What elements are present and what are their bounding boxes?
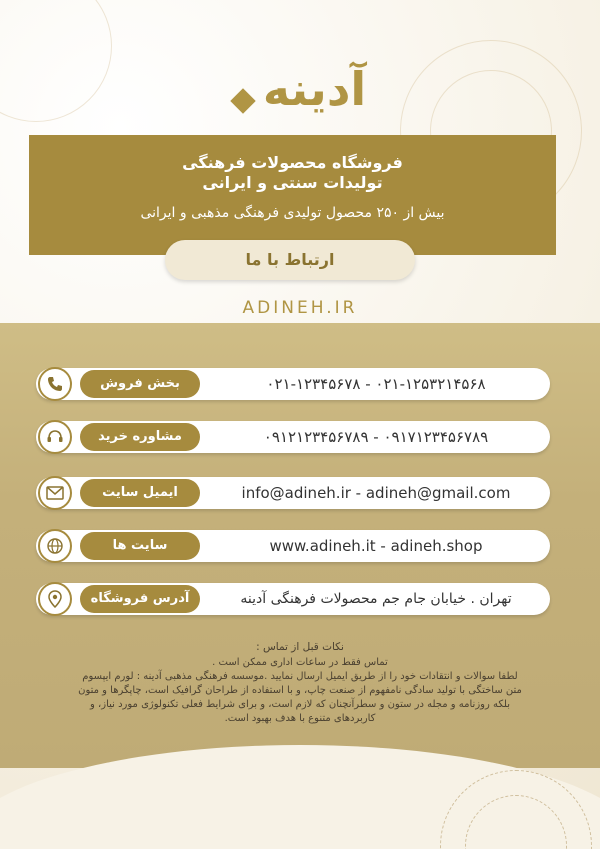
diamond-icon <box>230 88 255 113</box>
row-label: مشاوره خرید <box>80 423 200 451</box>
banner-title-line1: فروشگاه محصولات فرهنگی <box>182 153 403 172</box>
header-banner <box>29 135 556 255</box>
notes-line: لطفا سوالات و انتقادات خود را از طریق ایمیل ارسال نمایید .موسسه فرهنگی مذهبی آدینه : لورم ایپسوم <box>82 671 518 682</box>
notes-section <box>40 640 560 726</box>
globe-icon <box>38 529 72 563</box>
notes-title: نکات قبل از تماس : <box>256 641 344 653</box>
banner-subtitle: بیش از ۲۵۰ محصول تولیدی فرهنگی مذهبی و ایرانی <box>140 205 445 221</box>
address-value: تهران . خیابان جام جم محصولات فرهنگی آدینه <box>240 591 512 607</box>
row-websites <box>36 530 550 562</box>
brand-logo <box>0 62 600 116</box>
row-label: آدرس فروشگاه <box>80 585 200 613</box>
headset-icon <box>38 420 72 454</box>
email-value[interactable]: info@adineh.ir - adineh@gmail.com <box>241 484 511 502</box>
row-email <box>36 477 550 509</box>
notes-line: بلکه روزنامه و مجله در ستون و سطرآنچنان که لازم است، و برای شرایط فعلی تکنولوژی مورد نیاز، و <box>90 699 510 710</box>
websites-value[interactable]: www.adineh.it - adineh.shop <box>269 537 483 555</box>
mail-icon <box>38 476 72 510</box>
notes-line: کاربردهای متنوع با هدف بهبود است. <box>224 713 376 724</box>
location-pin-icon <box>38 582 72 616</box>
row-consulting <box>36 421 550 453</box>
consulting-phone-value[interactable]: ۰۹۱۲۱۲۳۴۵۶۷۸۹ - ۰۹۱۷۱۲۳۴۵۶۷۸۹ <box>263 428 489 446</box>
phone-icon <box>38 367 72 401</box>
sales-phone-value[interactable]: ۰۲۱-۱۲۳۴۵۶۷۸ - ۰۲۱-۱۲۵۳۲۱۴۵۶۸ <box>266 375 486 393</box>
banner-title-line2: تولیدات سنتی و ایرانی <box>202 173 383 192</box>
website-domain[interactable]: ADINEH.IR <box>242 298 358 318</box>
notes-line: متن ساختگی با تولید سادگی نامفهوم از صنعت چاپ، و با استفاده از طراحان گرافیک است، چاپگرها و متون <box>78 685 522 696</box>
row-label: بخش فروش <box>80 370 200 398</box>
row-address <box>36 583 550 615</box>
notes-line: تماس فقط در ساعات اداری ممکن است . <box>212 657 388 668</box>
row-sales <box>36 368 550 400</box>
brand-name: آدینه <box>262 62 367 116</box>
contact-us-button[interactable]: ارتباط با ما <box>165 240 415 280</box>
row-label: ایمیل سایت <box>80 479 200 507</box>
banner-title <box>29 153 556 193</box>
row-label: سایت ها <box>80 532 200 560</box>
